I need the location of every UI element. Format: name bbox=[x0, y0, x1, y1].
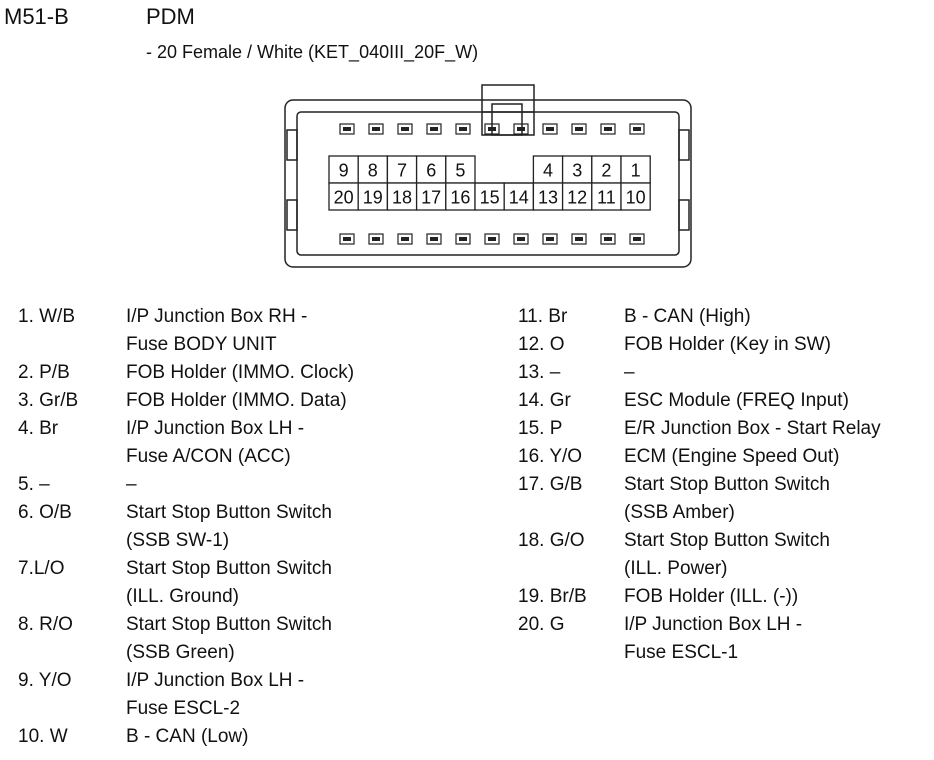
pin-description: I/P Junction Box LH - bbox=[126, 418, 305, 439]
pin-description: B - CAN (Low) bbox=[126, 726, 249, 747]
key-slot-mark bbox=[488, 237, 496, 241]
pin-wire-id: 12. O bbox=[518, 334, 565, 355]
pin-entry bbox=[18, 611, 354, 667]
key-slot-mark bbox=[517, 127, 525, 131]
pin-wire-id: 3. Gr/B bbox=[18, 390, 79, 411]
pin-number: 3 bbox=[572, 160, 583, 181]
left-side-lug bbox=[287, 130, 297, 160]
pin-wire-id: 20. G bbox=[518, 614, 565, 635]
pin-description: Start Stop Button Switch bbox=[126, 502, 332, 523]
connector-subtitle: - 20 Female / White (KET_040III_20F_W) bbox=[146, 42, 479, 62]
pin-wire-id: 18. G/O bbox=[518, 530, 585, 551]
right-side-lug bbox=[679, 130, 689, 160]
pin-entry bbox=[518, 527, 881, 583]
pin-wire-id: 1. W/B bbox=[18, 306, 76, 327]
pin-description: E/R Junction Box - Start Relay bbox=[624, 418, 881, 439]
pin-description: Fuse BODY UNIT bbox=[126, 334, 277, 355]
key-slot-mark bbox=[575, 127, 583, 131]
pin-wire-id: 13. – bbox=[518, 362, 561, 383]
connector-id: M51-B bbox=[4, 4, 69, 29]
pin-description: Start Stop Button Switch bbox=[624, 530, 830, 551]
pin-description: ESC Module (FREQ Input) bbox=[624, 390, 849, 411]
pin-number: 7 bbox=[396, 160, 408, 181]
pin-entry bbox=[18, 471, 354, 499]
pin-wire-id: 6. O/B bbox=[18, 502, 72, 523]
key-slot-mark bbox=[459, 127, 467, 131]
pin-wire-id: 17. G/B bbox=[518, 474, 583, 495]
key-slot-mark bbox=[488, 127, 496, 131]
pin-number: 1 bbox=[630, 160, 641, 181]
pin-entry bbox=[518, 443, 881, 471]
pin-number: 5 bbox=[455, 160, 466, 181]
pin-number: 13 bbox=[537, 187, 559, 208]
pin-wire-id: 16. Y/O bbox=[518, 446, 583, 467]
pin-description: FOB Holder (IMMO. Clock) bbox=[126, 362, 355, 383]
pin-number: 12 bbox=[567, 187, 588, 208]
pin-list-left bbox=[18, 303, 354, 751]
pin-number: 11 bbox=[597, 187, 616, 208]
pin-description: I/P Junction Box LH - bbox=[126, 670, 305, 691]
key-slot-mark bbox=[575, 237, 583, 241]
pin-number: 19 bbox=[362, 187, 383, 208]
pin-entry bbox=[518, 611, 881, 667]
pin-wire-id: 11. Br bbox=[518, 306, 568, 327]
pin-description: FOB Holder (Key in SW) bbox=[624, 334, 831, 355]
key-slot-mark bbox=[633, 127, 641, 131]
connector-diagram bbox=[0, 0, 934, 300]
pin-number: 15 bbox=[479, 187, 500, 208]
pin-description: Start Stop Button Switch bbox=[126, 614, 332, 635]
pin-number: 9 bbox=[338, 160, 349, 181]
pin-description: Start Stop Button Switch bbox=[126, 558, 332, 579]
pin-description: B - CAN (High) bbox=[624, 306, 751, 327]
pin-entry bbox=[18, 303, 354, 359]
key-slot-mark bbox=[633, 237, 641, 241]
pin-entry bbox=[18, 359, 354, 387]
pin-entry bbox=[518, 471, 881, 527]
pin-number: 2 bbox=[601, 160, 612, 181]
key-slot-mark bbox=[430, 127, 438, 131]
pin-number: 8 bbox=[367, 160, 378, 181]
pin-entry bbox=[18, 415, 354, 471]
pin-description: Fuse ESCL-1 bbox=[624, 642, 739, 663]
pin-description: (ILL. Power) bbox=[624, 558, 728, 579]
pin-entry bbox=[18, 387, 354, 415]
pin-grid bbox=[329, 156, 650, 210]
pin-wire-id: 5. – bbox=[18, 474, 50, 495]
key-slot-mark bbox=[604, 237, 612, 241]
key-slot-mark bbox=[372, 127, 380, 131]
pin-description: FOB Holder (ILL. (-)) bbox=[624, 586, 799, 607]
pin-entry bbox=[18, 555, 354, 611]
pin-number: 18 bbox=[391, 187, 413, 208]
key-slot-mark bbox=[604, 127, 612, 131]
pin-wire-id: 15. P bbox=[518, 418, 563, 439]
pin-entry bbox=[18, 667, 354, 723]
pin-entry bbox=[518, 331, 881, 359]
pin-number: 4 bbox=[542, 160, 554, 181]
pin-number: 6 bbox=[426, 160, 437, 181]
pin-list-right bbox=[518, 303, 881, 667]
pin-number: 20 bbox=[333, 187, 354, 208]
pin-wire-id: 8. R/O bbox=[18, 614, 73, 635]
key-slot-mark bbox=[430, 237, 438, 241]
pin-description: – bbox=[126, 474, 137, 495]
pin-description: Fuse A/CON (ACC) bbox=[126, 446, 291, 467]
pin-description: (ILL. Ground) bbox=[126, 586, 239, 607]
pin-entry bbox=[18, 499, 354, 555]
pin-wire-id: 9. Y/O bbox=[18, 670, 72, 691]
pin-description: – bbox=[624, 362, 635, 383]
pin-entry bbox=[518, 303, 881, 331]
pin-description: Start Stop Button Switch bbox=[624, 474, 830, 495]
key-slot-mark bbox=[343, 237, 351, 241]
pin-wire-id: 4. Br bbox=[18, 418, 59, 439]
left-side-lug bbox=[287, 200, 297, 230]
key-slot-mark bbox=[372, 237, 380, 241]
pin-entry bbox=[518, 415, 881, 443]
pin-entry bbox=[518, 359, 881, 387]
pin-description: FOB Holder (IMMO. Data) bbox=[126, 390, 347, 411]
pin-wire-id: 10. W bbox=[18, 726, 68, 747]
pin-description: Fuse ESCL-2 bbox=[126, 698, 241, 719]
pin-entry bbox=[18, 723, 354, 751]
pin-number: 16 bbox=[450, 187, 471, 208]
key-slot-mark bbox=[343, 127, 351, 131]
pin-wire-id: 14. Gr bbox=[518, 390, 571, 411]
key-slot-mark bbox=[401, 237, 409, 241]
pin-description: I/P Junction Box LH - bbox=[624, 614, 803, 635]
pin-number: 17 bbox=[421, 187, 442, 208]
component-name: PDM bbox=[146, 4, 195, 29]
right-side-lug bbox=[679, 200, 689, 230]
key-slot-mark bbox=[546, 127, 554, 131]
key-slot-mark bbox=[517, 237, 525, 241]
pin-wire-id: 7.L/O bbox=[18, 558, 65, 579]
pin-number: 14 bbox=[508, 187, 529, 208]
bottom-key-row bbox=[340, 234, 644, 244]
pin-wire-id: 19. Br/B bbox=[518, 586, 587, 607]
key-slot-mark bbox=[546, 237, 554, 241]
pin-description: (SSB SW-1) bbox=[126, 530, 230, 551]
pin-description: ECM (Engine Speed Out) bbox=[624, 446, 840, 467]
key-slot-mark bbox=[401, 127, 409, 131]
pin-description: I/P Junction Box RH - bbox=[126, 306, 308, 327]
pin-entry bbox=[518, 387, 881, 415]
pin-entry bbox=[518, 583, 881, 611]
pin-number: 10 bbox=[625, 187, 646, 208]
key-slot-mark bbox=[459, 237, 467, 241]
pin-wire-id: 2. P/B bbox=[18, 362, 70, 383]
pin-description: (SSB Green) bbox=[126, 642, 235, 663]
pin-description: (SSB Amber) bbox=[624, 502, 735, 523]
